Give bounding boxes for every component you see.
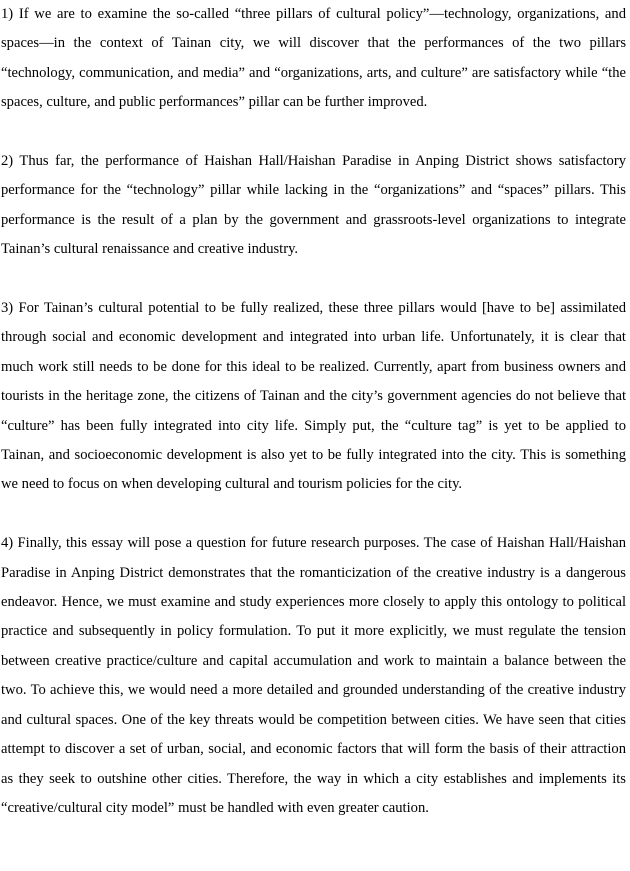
paragraph-3: 3) For Tainan’s cultural potential to be fully realized, these three pillars would [have to be] assimilated through social and economic development and integrated into urban life. Unfortunately, it is clear that much work still needs to be done for this ideal to be realized. Currently, apart from business owners and tourists in the heritage zone, the citizens of Tainan and the city’s government agencies do not believe that “culture” has been fully integrated into city life. Simply put, the “culture tag” is yet to be applied to Tainan, and socioeconomic development is also yet to be fully integrated into the city. This is something we need to focus on when developing cultural and tourism policies for the city. (1, 300, 626, 493)
paragraph-2: 2) Thus far, the performance of Haishan Hall/Haishan Paradise in Anping District shows satisfactory performance for the “technology” pillar while lacking in the “organizations” and “spaces” pillars. This performance is the result of a plan by the government and grassroots-level organizations to integrate Tainan’s cultural renaissance and creative industry. (1, 153, 626, 258)
paragraph-1: 1) If we are to examine the so-called “three pillars of cultural policy”—technology, organizations, and spaces—in the context of Tainan city, we will discover that the performances of the two pillars “technology, communication, and media” and “organizations, arts, and culture” are satisfactory while “the spaces, culture, and public performances” pillar can be further improved. (1, 6, 626, 111)
document-body (1, 0, 626, 823)
paragraph-4: 4) Finally, this essay will pose a question for future research purposes. The case of Haishan Hall/Haishan Paradise in Anping District demonstrates that the romanticization of the creative industry is a dangerous endeavor. Hence, we must examine and study experiences more closely to apply this ontology to political practice and subsequently in policy formulation. To put it more explicitly, we must regulate the tension between creative practice/culture and capital accumulation and work to maintain a balance between the two. To achieve this, we would need a more detailed and grounded understanding of the creative industry and cultural spaces. One of the key threats would be competition between cities. We have seen that cities attempt to discover a set of urban, social, and economic factors that will form the basis of their attraction as they seek to outshine other cities. Therefore, the way in which a city establishes and implements its “creative/cultural city model” must be handled with even greater caution. (1, 535, 626, 816)
